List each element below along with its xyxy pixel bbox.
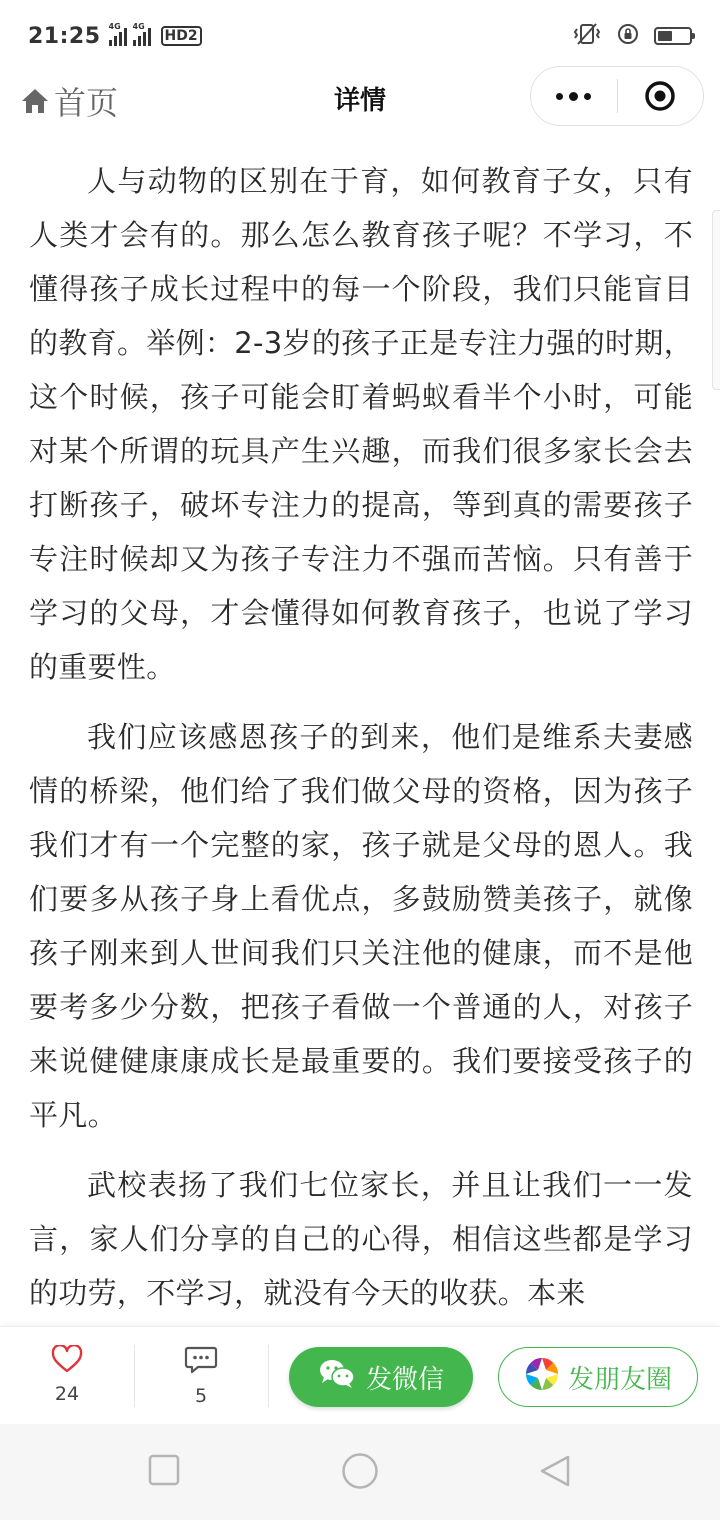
- article-paragraph: 我们应该感恩孩子的到来，他们是维系夫妻感情的桥梁，他们给了我们做父母的资格，因为孩子我们才有一个完整的家，孩子就是父母的恩人。我们要多从孩子身上看优点，多鼓励赞美孩子，就像孩子刚来到人世间我们只关注他的健康，而不是他要考多少分数，把孩子看做一个普通的人，对孩子来说健健康康成长是最重要的。我们要接受孩子的平凡。: [29, 720, 693, 1132]
- network-type-sim1: 4G: [108, 22, 121, 31]
- page-title: 详情: [333, 86, 386, 116]
- home-label: 首页: [54, 84, 119, 122]
- comment-icon: [184, 1360, 218, 1379]
- article-body: [29, 154, 693, 1326]
- home-icon: [20, 87, 50, 115]
- status-time: 21:25: [28, 23, 101, 49]
- wechat-icon: [318, 1358, 356, 1397]
- signal-icon-sim1: [108, 22, 127, 46]
- vibrate-icon: [572, 22, 602, 50]
- comment-button[interactable]: [134, 1345, 268, 1407]
- bottom-action-bar: [0, 1326, 720, 1424]
- heart-icon: [51, 1358, 83, 1377]
- share-wechat-button[interactable]: [289, 1347, 473, 1407]
- network-type-sim2: 4G: [132, 22, 145, 31]
- share-moments-button[interactable]: [498, 1347, 698, 1407]
- system-nav-bar: [0, 1424, 720, 1520]
- nav-bar: [0, 72, 720, 122]
- battery-level: [658, 31, 672, 41]
- comment-count: 5: [194, 1385, 208, 1407]
- home-circle-icon[interactable]: [341, 1452, 379, 1494]
- miniprogram-capsule: [530, 66, 704, 126]
- share-moments-label: 发朋友圈: [567, 1364, 672, 1395]
- battery-icon: [654, 27, 692, 45]
- status-bar: [0, 0, 720, 72]
- signal-group: [108, 22, 202, 46]
- recent-apps-icon[interactable]: [148, 1454, 180, 1490]
- article-paragraph: 武校表扬了我们七位家长，并且让我们一一发言，家人们分享的自己的心得，相信这些都是学习的功劳，不学习，就没有今天的收获。本来: [29, 1168, 693, 1310]
- rotation-lock-icon: [616, 22, 640, 50]
- home-link[interactable]: [20, 78, 118, 124]
- back-triangle-icon[interactable]: [538, 1454, 572, 1492]
- like-button[interactable]: [0, 1345, 134, 1405]
- share-wechat-label: 发微信: [365, 1364, 444, 1395]
- divider: [268, 1345, 269, 1407]
- more-dots-icon[interactable]: [531, 67, 617, 125]
- moments-icon: [524, 1356, 560, 1399]
- signal-icon-sim2: [132, 22, 151, 46]
- like-count: 24: [54, 1383, 80, 1405]
- scrollbar-thumb[interactable]: [712, 210, 720, 390]
- close-miniprogram-icon[interactable]: [618, 67, 704, 125]
- hd-voice-badge: HD2: [161, 26, 202, 46]
- status-icons-right: [572, 22, 692, 50]
- article-paragraph: 人与动物的区别在于育，如何教育子女，只有人类才会有的。那么怎么教育孩子呢？不学习，不懂得孩子成长过程中的每一个阶段，我们只能盲目的教育。举例：2-3岁的孩子正是专注力强的时期，这个时候，孩子可能会盯着蚂蚁看半个小时，可能对某个所谓的玩具产生兴趣，而我们很多家长会去打断孩子，破坏专注力的提高，等到真的需要孩子专注时候却又为孩子专注力不强而苦恼。只有善于学习的父母，才会懂得如何教育孩子，也说了学习的重要性。: [29, 164, 693, 684]
